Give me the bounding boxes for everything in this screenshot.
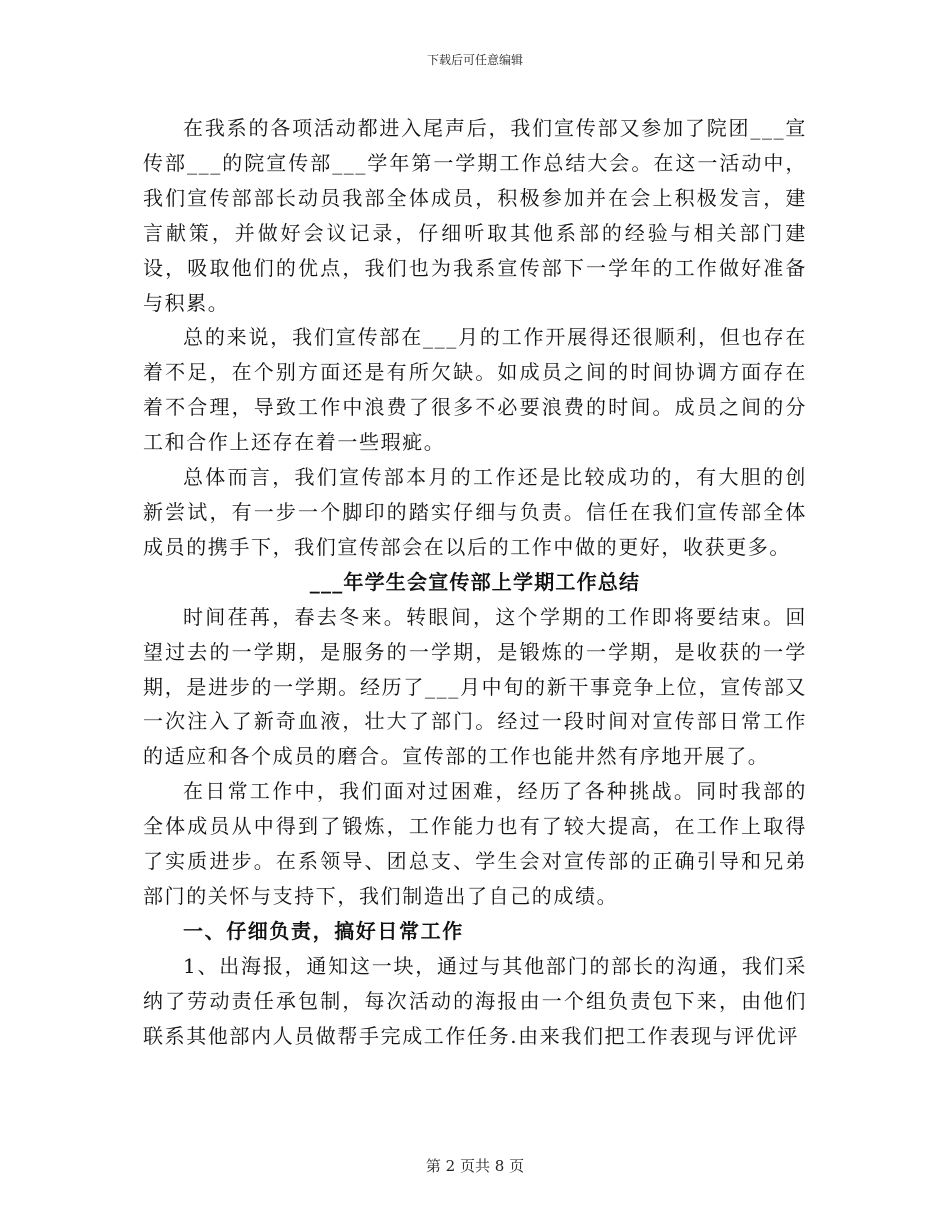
paragraph-posters: 1、出海报，通知这一块，通过与其他部门的部长的沟通，我们采纳了劳动责任承包制，每次活动的海报由一个组负责包下来，由他们联系其他部内人员做帮手完成工作任务.由来我们把工作表现与评优评 (143, 953, 807, 1048)
subheading-daily-work: 一、仔细负责，搞好日常工作 (183, 918, 464, 943)
page-header: 下载后可任意编辑 (426, 53, 523, 67)
section-title: ___年学生会宣传部上学期工作总结 (309, 569, 641, 594)
paragraph-shortcomings: 总的来说，我们宣传部在___月的工作开展得还很顺利，但也存在着不足，在个别方面还是有所欠缺。如成员之间的时间协调方面存在着不合理，导致工作中浪费了很多不必要浪费的时间。成员之间的分工和合作上还存在着一些瑕疵。 (143, 325, 807, 455)
paragraph-daily-work: 在日常工作中，我们面对过困难，经历了各种挑战。同时我部的全体成员从中得到了锻炼，工作能力也有了较大提高，在工作上取得了实质进步。在系领导、团总支、学生会对宣传部的正确引导和兄弟部门的关怀与支持下，我们制造出了自己的成绩。 (143, 779, 807, 908)
paragraph-semester-review: 时间荏苒，春去冬来。转眼间，这个学期的工作即将要结束。回望过去的一学期，是服务的一学期，是锻炼的一学期，是收获的一学期，是进步的一学期。经历了___月中旬的新干事竞争上位，宣传部又一次注入了新奇血液，壮大了部门。经过一段时间对宣传部日常工作的适应和各个成员的磨合。宣传部的工作也能井然有序地开展了。 (143, 604, 807, 769)
document-body (143, 111, 807, 1053)
paragraph-summary-meeting: 在我系的各项活动都进入尾声后，我们宣传部又参加了院团___宣传部___的院宣传部___学年第一学期工作总结大会。在这一活动中，我们宣传部部长动员我部全体成员，积极参加并在会上积极发言，建言献策，并做好会议记录，仔细听取其他系部的经验与相关部门建设，吸取他们的优点，我们也为我系宣传部下一学年的工作做好准备与积累。 (143, 116, 807, 315)
page-footer: 第 2 页共 8 页 (425, 1157, 525, 1175)
paragraph-overall: 总体而言，我们宣传部本月的工作还是比较成功的，有大胆的创新尝试，有一步一个脚印的踏实仔细与负责。信任在我们宣传部全体成员的携手下，我们宣传部会在以后的工作中做的更好，收获更多。 (143, 465, 807, 559)
